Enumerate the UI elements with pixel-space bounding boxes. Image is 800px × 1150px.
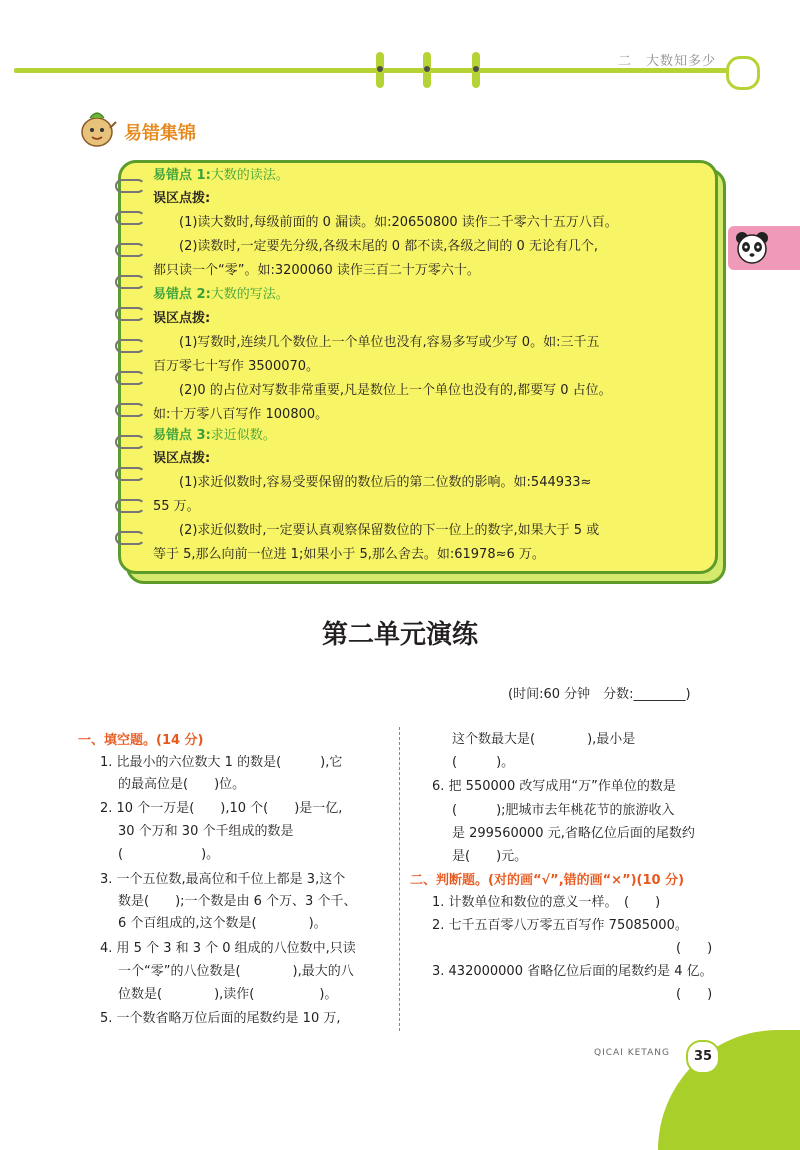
spiral-ring	[115, 275, 145, 289]
judgement-line: 1. 计数单位和数位的意义一样。 ( )	[432, 895, 661, 910]
spiral-ring	[115, 403, 145, 417]
binder-clip	[423, 52, 431, 88]
fill-in-section-title: 一、填空题。(14 分)	[78, 733, 204, 748]
spiral-ring	[115, 435, 145, 449]
spiral-ring	[115, 307, 145, 321]
question-line: 1. 比最小的六位数大 1 的数是( ),它	[100, 755, 343, 770]
question-line: 30 个万和 30 个千组成的数是	[118, 824, 294, 839]
tip-label: 误区点拨:	[153, 451, 211, 466]
judgement-line: 3. 432000000 省略亿位后面的尾数约是 4 亿。	[432, 964, 713, 979]
question-line: 4. 用 5 个 3 和 3 个 0 组成的八位数中,只读	[100, 941, 356, 956]
spiral-ring	[115, 499, 145, 513]
side-tab	[728, 226, 800, 270]
spiral-ring	[115, 531, 145, 545]
mascot-icon	[76, 108, 118, 150]
spiral-ring	[115, 467, 145, 481]
notebook-front-page	[118, 160, 718, 574]
question-line: 是 299560000 元,省略亿位后面的尾数约	[452, 826, 695, 841]
note-line: (1)求近似数时,容易受要保留的数位后的第二位数的影响。如:544933≈	[179, 475, 592, 490]
question-line: 6. 把 550000 改写成用“万”作单位的数是	[432, 779, 676, 794]
binder-clip	[472, 52, 480, 88]
judgement-line: 2. 七千五百零八万零五百写作 75085000。	[432, 918, 688, 933]
question-line: ( )。	[118, 847, 220, 862]
error-point-3: 易错点 3:求近似数。	[153, 428, 276, 443]
cartoon-badge-icon	[726, 56, 760, 90]
error-notes-notebook	[118, 160, 722, 580]
note-line: (2)读数时,一定要先分级,各级末尾的 0 都不读,各级之间的 0 无论有几个,	[179, 239, 599, 254]
footer-decoration	[658, 1030, 800, 1150]
question-line: 是( )元。	[452, 849, 528, 864]
note-line: (1)写数时,连续几个数位上一个单位也没有,容易多写或少写 0。如:三千五	[179, 335, 600, 350]
unit-title: 第二单元演练	[321, 620, 478, 650]
binder-clip	[376, 52, 384, 88]
tip-label: 误区点拨:	[153, 191, 211, 206]
note-line: (2)0 的占位对写数非常重要,凡是数位上一个单位也没有的,都要写 0 占位。	[179, 383, 612, 398]
question-line: 5. 一个数省略万位后面的尾数约是 10 万,	[100, 1011, 341, 1026]
spiral-ring	[115, 243, 145, 257]
answer-parentheses: ( )	[676, 987, 713, 1002]
question-line: ( );肥城市去年桃花节的旅游收入	[452, 803, 675, 818]
question-line: 2. 10 个一万是( ),10 个( )是一亿,	[100, 801, 343, 816]
answer-parentheses: ( )	[676, 941, 713, 956]
tip-label: 误区点拨:	[153, 311, 211, 326]
question-line: 这个数最大是( ),最小是	[452, 732, 636, 747]
spiral-ring	[115, 339, 145, 353]
question-line: 数是( );一个数是由 6 个万、3 个千、	[118, 894, 357, 909]
time-score-info: (时间:60 分钟 分数:________)	[508, 687, 691, 702]
spiral-ring	[115, 371, 145, 385]
spiral-ring	[115, 211, 145, 225]
page-number: 35	[686, 1040, 720, 1074]
chapter-title: 二 大数知多少	[618, 54, 717, 69]
column-divider	[399, 727, 400, 1031]
note-line: 百万零七十写作 3500070。	[153, 359, 320, 374]
error-point-2: 易错点 2:大数的写法。	[153, 287, 289, 302]
error-point-1: 易错点 1:大数的读法。	[153, 168, 289, 183]
spiral-ring	[115, 179, 145, 193]
question-line: 3. 一个五位数,最高位和千位上都是 3,这个	[100, 872, 346, 887]
note-line: 如:十万零八百写作 100800。	[153, 407, 329, 422]
question-line: 的最高位是( )位。	[118, 777, 246, 792]
note-line: 等于 5,那么向前一位进 1;如果小于 5,那么舍去。如:61978≈6 万。	[153, 547, 545, 562]
judgement-section-title: 二、判断题。(对的画“√”,错的画“×”)(10 分)	[410, 873, 685, 888]
footer-label: QICAI KETANG	[594, 1048, 670, 1058]
note-line: (1)读大数时,每级前面的 0 漏读。如:20650800 读作二千零六十五万八百。	[179, 215, 618, 230]
panda-icon	[732, 228, 772, 268]
question-line: 位数是( ),读作( )。	[118, 987, 338, 1002]
note-line: 都只读一个“零”。如:3200060 读作三百二十万零六十。	[153, 263, 480, 278]
question-line: ( )。	[452, 755, 515, 770]
note-line: (2)求近似数时,一定要认真观察保留数位的下一位上的数字,如果大于 5 或	[179, 523, 600, 538]
note-line: 55 万。	[153, 499, 200, 514]
question-line: 一个“零”的八位数是( ),最大的八	[118, 964, 354, 979]
section-title: 易错集锦	[124, 123, 196, 144]
question-line: 6 个百组成的,这个数是( )。	[118, 916, 327, 931]
